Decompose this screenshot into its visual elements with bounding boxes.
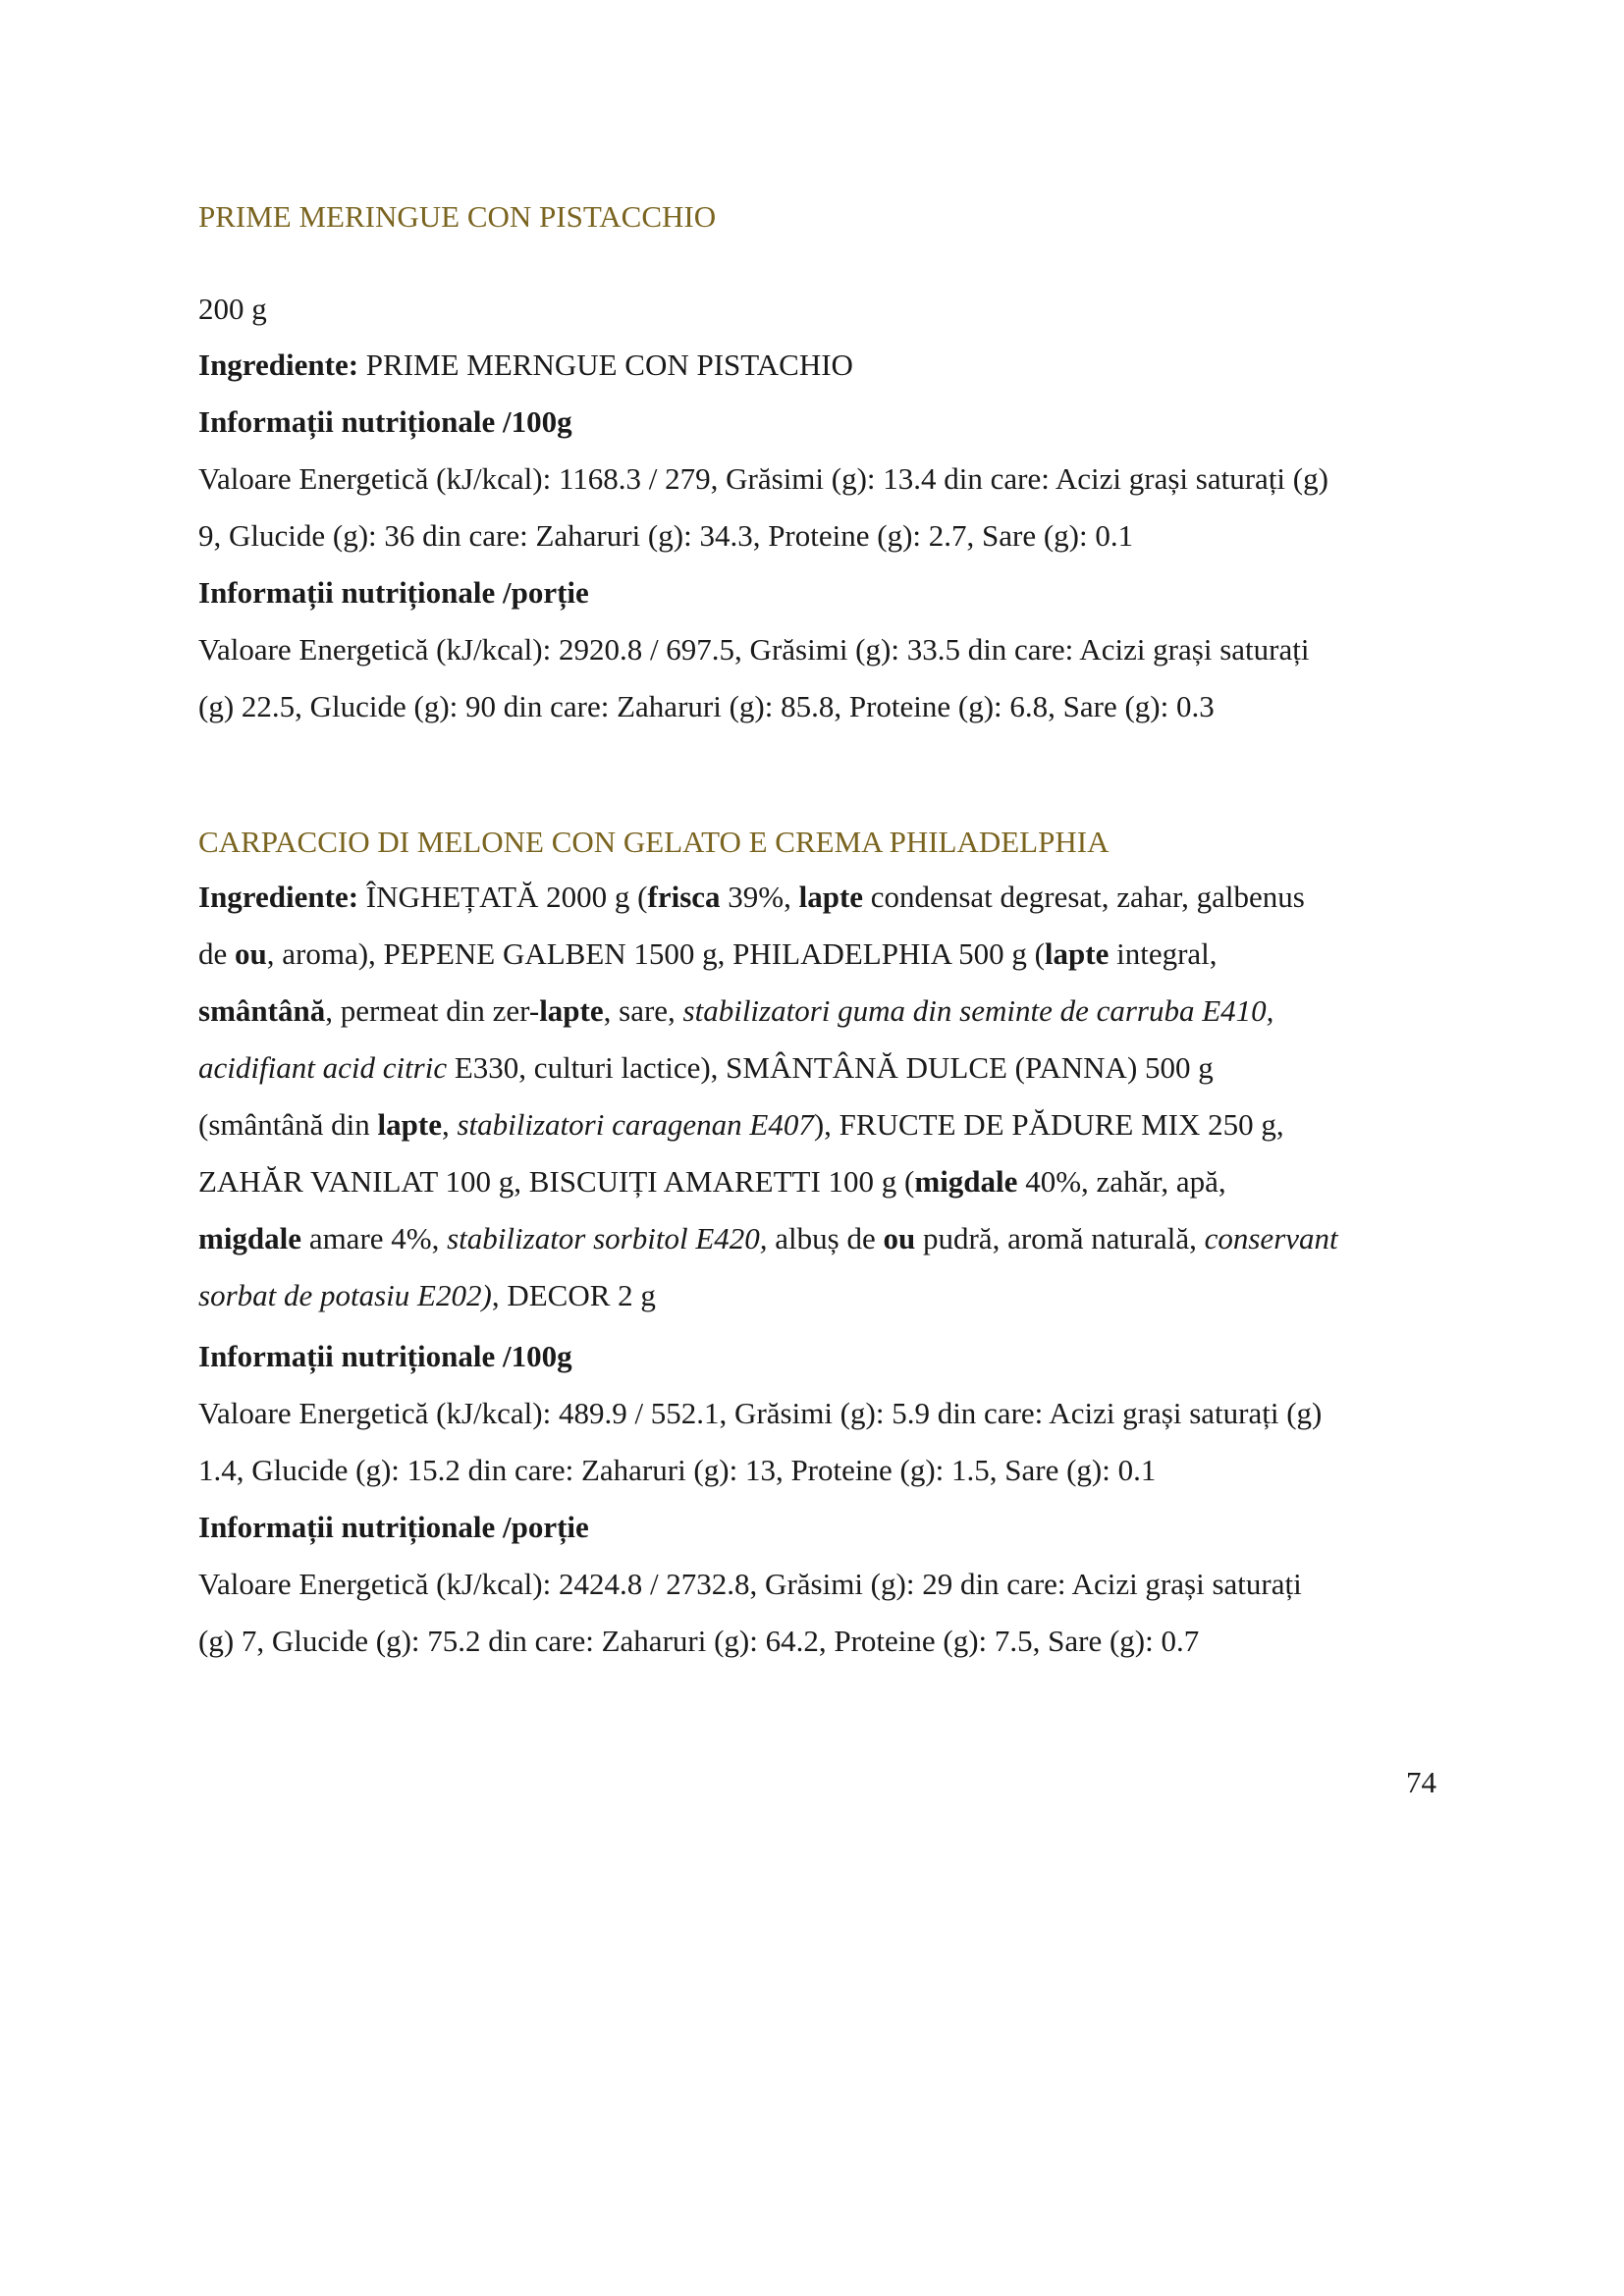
ingredient-run: , permeat din zer- (325, 993, 540, 1028)
nutrition-portion-line: Valoare Energetică (kJ/kcal): 2424.8 / 2732.8, Grăsimi (g): 29 din care: Acizi grași saturați (198, 1567, 1302, 1601)
ingredient-run: ou (235, 936, 267, 971)
ingredient-run: smântână (198, 993, 326, 1028)
ingredient-run: Ingrediente: (198, 880, 359, 914)
ingredient-run: ÎNGHEȚATĂ 2000 g ( (358, 880, 648, 914)
ingredient-run: 39%, (720, 880, 799, 914)
recipe-title: CARPACCIO DI MELONE CON GELATO E CREMA PHILADELPHIA (198, 825, 1110, 859)
nutrition-100g-heading: Informații nutriționale /100g (198, 1339, 572, 1373)
ingredient-run: sorbat de potasiu E202) (198, 1278, 492, 1312)
ingredient-run: , (441, 1107, 458, 1142)
ingredient-run: amare 4%, (301, 1221, 448, 1255)
ingredient-run: ou (883, 1221, 916, 1255)
ingredient-run: stabilizator sorbitol E420, (447, 1221, 768, 1255)
ingredients-line (198, 936, 1218, 972)
recipe-weight: 200 g (198, 292, 267, 326)
nutrition-portion-line: (g) 7, Glucide (g): 75.2 din care: Zaharuri (g): 64.2, Proteine (g): 7.5, Sare (g): 0.7 (198, 1624, 1200, 1658)
ingredients-label: Ingrediente: (198, 347, 359, 382)
page-number: 74 (1406, 1765, 1436, 1799)
nutrition-100g-line: Valoare Energetică (kJ/kcal): 489.9 / 552.1, Grăsimi (g): 5.9 din care: Acizi grași saturați (g) (198, 1396, 1323, 1430)
ingredient-run: migdale (914, 1164, 1018, 1199)
ingredient-run: pudră, aromă naturală, (915, 1221, 1205, 1255)
ingredient-run: stabilizatori guma din seminte de carruba E410, (682, 993, 1274, 1028)
ingredients-line (198, 880, 1305, 915)
ingredients-line (198, 1164, 1226, 1200)
ingredients-line (198, 1107, 1284, 1143)
ingredient-run: condensat degresat, zahar, galbenus (863, 880, 1305, 914)
ingredient-run: , sare, (603, 993, 683, 1028)
nutrition-100g-line: Valoare Energetică (kJ/kcal): 1168.3 / 279, Grăsimi (g): 13.4 din care: Acizi grași saturați (g) (198, 461, 1328, 496)
recipe-title: PRIME MERINGUE CON PISTACCHIO (198, 199, 717, 234)
ingredients-line (198, 347, 853, 383)
ingredient-run: (smântână din (198, 1107, 378, 1142)
nutrition-portion-line: (g) 22.5, Glucide (g): 90 din care: Zaharuri (g): 85.8, Proteine (g): 6.8, Sare (g): 0.3 (198, 689, 1215, 723)
ingredient-run: ZAHĂR VANILAT 100 g, BISCUIȚI AMARETTI 100 g ( (198, 1164, 915, 1199)
ingredient-run: lapte (539, 993, 604, 1028)
ingredient-run: lapte (377, 1107, 442, 1142)
ingredient-run: stabilizatori caragenan E407 (457, 1107, 814, 1142)
ingredient-run: lapte (1044, 936, 1110, 971)
ingredient-run: frisca (647, 880, 721, 914)
ingredient-run: lapte (798, 880, 864, 914)
nutrition-portion-line: Valoare Energetică (kJ/kcal): 2920.8 / 697.5, Grăsimi (g): 33.5 din care: Acizi grași saturați (198, 632, 1310, 667)
nutrition-portion-heading: Informații nutriționale /porție (198, 1510, 589, 1544)
ingredient-run: , aroma), PEPENE GALBEN 1500 g, PHILADELPHIA 500 g ( (266, 936, 1045, 971)
ingredient-run: 40%, zahăr, apă, (1017, 1164, 1226, 1199)
ingredient-run: migdale (198, 1221, 302, 1255)
ingredient-run: integral, (1109, 936, 1218, 971)
ingredients-line (198, 1221, 1338, 1256)
ingredients-line (198, 1050, 1214, 1086)
nutrition-100g-line: 9, Glucide (g): 36 din care: Zaharuri (g): 34.3, Proteine (g): 2.7, Sare (g): 0.1 (198, 518, 1134, 553)
ingredient-run: , DECOR 2 g (491, 1278, 656, 1312)
ingredient-run: acidifiant acid citric (198, 1050, 448, 1085)
ingredients-line (198, 1278, 656, 1313)
ingredients-text: PRIME MERNGUE CON PISTACHIO (358, 347, 853, 382)
nutrition-portion-heading: Informații nutriționale /porție (198, 575, 589, 610)
ingredient-run: conservant (1204, 1221, 1338, 1255)
nutrition-100g-line: 1.4, Glucide (g): 15.2 din care: Zaharuri (g): 13, Proteine (g): 1.5, Sare (g): 0.1 (198, 1453, 1157, 1487)
ingredient-run: albuș de (767, 1221, 884, 1255)
ingredients-line (198, 993, 1273, 1029)
nutrition-100g-heading: Informații nutriționale /100g (198, 404, 572, 439)
ingredient-run: ), FRUCTE DE PĂDURE MIX 250 g, (813, 1107, 1284, 1142)
ingredient-run: de (198, 936, 236, 971)
ingredient-run: E330, culturi lactice), SMÂNTÂNĂ DULCE (PANNA) 500 g (447, 1050, 1214, 1085)
